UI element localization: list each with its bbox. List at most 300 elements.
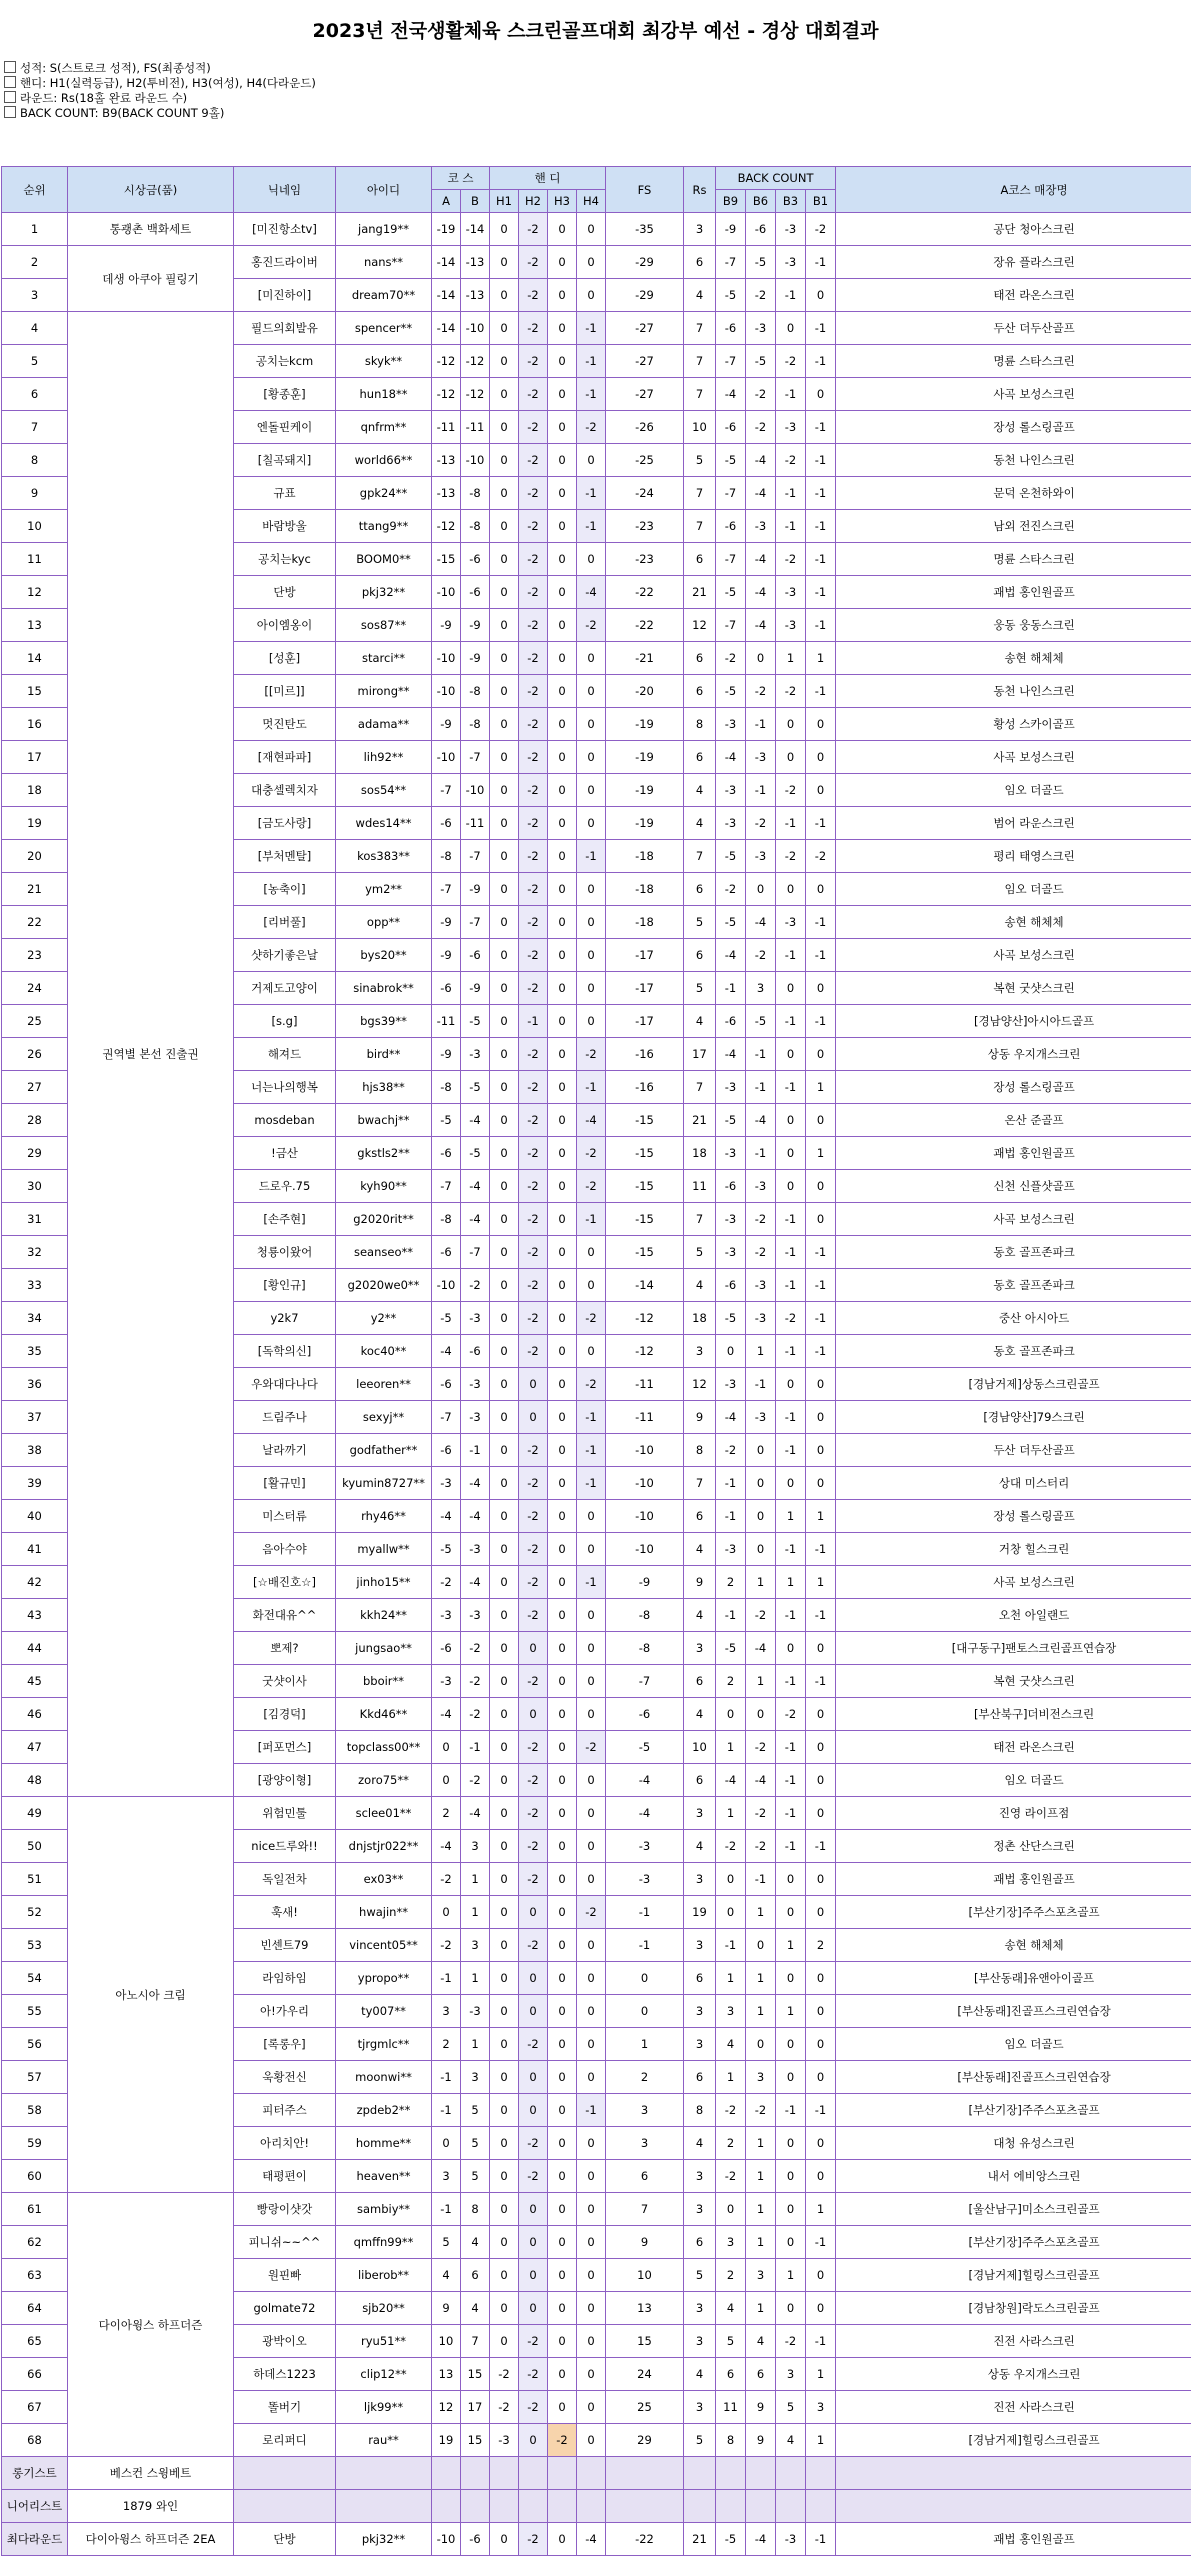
h3-cell: 0 bbox=[548, 609, 577, 642]
store-cell: 송현 해체체 bbox=[836, 1929, 1191, 1962]
score-b-cell: -3 bbox=[461, 1599, 490, 1632]
nickname-cell: [재현파파] bbox=[234, 741, 336, 774]
id-cell: bys20** bbox=[336, 939, 432, 972]
col-b3: B3 bbox=[776, 190, 806, 213]
b9-cell: -5 bbox=[716, 840, 746, 873]
b6-cell: 1 bbox=[746, 1995, 776, 2028]
rank-cell: 22 bbox=[2, 906, 68, 939]
h4-cell: 0 bbox=[577, 1632, 606, 1665]
col-b6: B6 bbox=[746, 190, 776, 213]
rs-cell: 8 bbox=[684, 708, 716, 741]
b6-cell: -4 bbox=[746, 609, 776, 642]
nickname-cell: 우와대다나다 bbox=[234, 1368, 336, 1401]
h1-cell: -3 bbox=[490, 2424, 519, 2457]
score-b-cell: -6 bbox=[461, 576, 490, 609]
nickname-cell: [김경덕] bbox=[234, 1698, 336, 1731]
nickname-cell: 거제도고양이 bbox=[234, 972, 336, 1005]
rs-cell: 5 bbox=[684, 444, 716, 477]
b1-cell: 0 bbox=[806, 2127, 836, 2160]
fs-cell: -35 bbox=[606, 213, 684, 246]
b6-cell: 1 bbox=[746, 2226, 776, 2259]
score-b-cell: -9 bbox=[461, 873, 490, 906]
id-cell: seanseo** bbox=[336, 1236, 432, 1269]
h1-cell: 0 bbox=[490, 1830, 519, 1863]
b9-cell: -3 bbox=[716, 1137, 746, 1170]
nickname-cell: [록롱우] bbox=[234, 2028, 336, 2061]
legend-item bbox=[4, 91, 1191, 106]
rank-cell: 64 bbox=[2, 2292, 68, 2325]
fs-cell: 6 bbox=[606, 2160, 684, 2193]
b3-cell: 0 bbox=[776, 1467, 806, 1500]
b3-cell: 0 bbox=[776, 741, 806, 774]
rs-cell: 5 bbox=[684, 906, 716, 939]
score-a-cell: -14 bbox=[432, 279, 461, 312]
nickname-cell: 라임하임 bbox=[234, 1962, 336, 1995]
rank-cell: 12 bbox=[2, 576, 68, 609]
score-b-cell: -9 bbox=[461, 609, 490, 642]
rank-cell: 66 bbox=[2, 2358, 68, 2391]
id-cell: kyumin8727** bbox=[336, 1467, 432, 1500]
prize-cell: 다이아윙스 하프더즌 bbox=[68, 2193, 234, 2457]
score-b-cell: -11 bbox=[461, 411, 490, 444]
b6-cell: 1 bbox=[746, 1566, 776, 1599]
b6-cell: 1 bbox=[746, 1896, 776, 1929]
h3-cell: 0 bbox=[548, 246, 577, 279]
fs-cell: -12 bbox=[606, 1335, 684, 1368]
nickname-cell: [농축이] bbox=[234, 873, 336, 906]
rank-cell: 68 bbox=[2, 2424, 68, 2457]
score-a-cell: -1 bbox=[432, 2061, 461, 2094]
b9-cell: -5 bbox=[716, 906, 746, 939]
b9-cell: 3 bbox=[716, 2226, 746, 2259]
rank-cell: 40 bbox=[2, 1500, 68, 1533]
legend bbox=[0, 49, 1191, 125]
nickname-cell: 로리퍼디 bbox=[234, 2424, 336, 2457]
h2-cell: 0 bbox=[519, 2259, 548, 2292]
score-b-cell: 7 bbox=[461, 2325, 490, 2358]
rs-cell: 6 bbox=[684, 873, 716, 906]
h4-cell: 0 bbox=[577, 675, 606, 708]
score-a-cell: -6 bbox=[432, 1632, 461, 1665]
id-cell: hjs38** bbox=[336, 1071, 432, 1104]
score-b-cell: -2 bbox=[461, 1632, 490, 1665]
fs-cell: -1 bbox=[606, 1929, 684, 1962]
score-b-cell: -4 bbox=[461, 1467, 490, 1500]
id-cell: ryu51** bbox=[336, 2325, 432, 2358]
store-cell: 상대 미스터리 bbox=[836, 1467, 1191, 1500]
id-cell: ty007** bbox=[336, 1995, 432, 2028]
h4-cell: -1 bbox=[577, 840, 606, 873]
h3-cell: 0 bbox=[548, 1566, 577, 1599]
nickname-cell: [독학의신] bbox=[234, 1335, 336, 1368]
score-a-cell: -13 bbox=[432, 477, 461, 510]
b9-cell: -9 bbox=[716, 213, 746, 246]
rs-cell: 6 bbox=[684, 1764, 716, 1797]
b6-cell: 3 bbox=[746, 2259, 776, 2292]
nickname-cell: 홍진드라이버 bbox=[234, 246, 336, 279]
b3-cell: 0 bbox=[776, 2193, 806, 2226]
checkbox-icon bbox=[4, 76, 16, 88]
id-cell: kkh24** bbox=[336, 1599, 432, 1632]
b9-cell: -5 bbox=[716, 1632, 746, 1665]
fs-cell: 24 bbox=[606, 2358, 684, 2391]
h3-cell: 0 bbox=[548, 1533, 577, 1566]
nickname-cell: [s.g] bbox=[234, 1005, 336, 1038]
footer-cell bbox=[336, 2457, 432, 2490]
b1-cell: 0 bbox=[806, 972, 836, 1005]
rank-cell: 63 bbox=[2, 2259, 68, 2292]
nickname-cell: 욱황전신 bbox=[234, 2061, 336, 2094]
rs-cell: 12 bbox=[684, 1368, 716, 1401]
b1-cell: -1 bbox=[806, 1830, 836, 1863]
h4-cell: 0 bbox=[577, 708, 606, 741]
rs-cell: 6 bbox=[684, 2226, 716, 2259]
legend-text: 성적: S(스트로크 성적), FS(최종성적) bbox=[20, 61, 211, 75]
rank-cell: 37 bbox=[2, 1401, 68, 1434]
h3-cell: 0 bbox=[548, 1467, 577, 1500]
nickname-cell: [금도사랑] bbox=[234, 807, 336, 840]
nickname-cell: nice드루와!! bbox=[234, 1830, 336, 1863]
b9-cell: -3 bbox=[716, 708, 746, 741]
id-cell: qmffn99** bbox=[336, 2226, 432, 2259]
h4-cell: 0 bbox=[577, 2028, 606, 2061]
h4-cell: -1 bbox=[577, 2094, 606, 2127]
score-a-cell: -5 bbox=[432, 1302, 461, 1335]
nickname-cell: 너는나의행복 bbox=[234, 1071, 336, 1104]
store-cell: 임오 더골드 bbox=[836, 2028, 1191, 2061]
b1-cell: 0 bbox=[806, 2292, 836, 2325]
b1-cell: 0 bbox=[806, 741, 836, 774]
b3-cell: -2 bbox=[776, 1698, 806, 1731]
footer-cell: -4 bbox=[746, 2523, 776, 2556]
b3-cell: -1 bbox=[776, 939, 806, 972]
h3-cell: 0 bbox=[548, 1005, 577, 1038]
score-b-cell: -7 bbox=[461, 741, 490, 774]
h3-cell: 0 bbox=[548, 477, 577, 510]
h3-cell: 0 bbox=[548, 1137, 577, 1170]
score-a-cell: -2 bbox=[432, 1863, 461, 1896]
footer-cell bbox=[336, 2490, 432, 2523]
fs-cell: -10 bbox=[606, 1500, 684, 1533]
h4-cell: -4 bbox=[577, 576, 606, 609]
rs-cell: 5 bbox=[684, 1236, 716, 1269]
score-b-cell: -12 bbox=[461, 378, 490, 411]
b3-cell: -1 bbox=[776, 1401, 806, 1434]
b6-cell: 0 bbox=[746, 2028, 776, 2061]
score-b-cell: -13 bbox=[461, 279, 490, 312]
h4-cell: -2 bbox=[577, 1170, 606, 1203]
score-a-cell: -12 bbox=[432, 510, 461, 543]
b6-cell: -2 bbox=[746, 1599, 776, 1632]
b6-cell: -2 bbox=[746, 1830, 776, 1863]
col-h4: H4 bbox=[577, 190, 606, 213]
fs-cell: -18 bbox=[606, 906, 684, 939]
h1-cell: 0 bbox=[490, 774, 519, 807]
nickname-cell: 광박이오 bbox=[234, 2325, 336, 2358]
score-a-cell: 3 bbox=[432, 1995, 461, 2028]
nickname-cell: 화전대유^^ bbox=[234, 1599, 336, 1632]
h4-cell: 0 bbox=[577, 1764, 606, 1797]
rank-cell: 3 bbox=[2, 279, 68, 312]
h1-cell: -2 bbox=[490, 2391, 519, 2424]
fs-cell: -4 bbox=[606, 1764, 684, 1797]
nickname-cell: 미스터류 bbox=[234, 1500, 336, 1533]
h3-cell: 0 bbox=[548, 2292, 577, 2325]
footer-cell bbox=[746, 2490, 776, 2523]
rs-cell: 8 bbox=[684, 1434, 716, 1467]
rs-cell: 4 bbox=[684, 1599, 716, 1632]
h1-cell: 0 bbox=[490, 840, 519, 873]
h2-cell: -2 bbox=[519, 873, 548, 906]
b1-cell: 1 bbox=[806, 1071, 836, 1104]
h3-cell: 0 bbox=[548, 675, 577, 708]
h4-cell: 0 bbox=[577, 246, 606, 279]
b6-cell: -3 bbox=[746, 312, 776, 345]
checkbox-icon bbox=[4, 106, 16, 118]
b9-cell: 11 bbox=[716, 2391, 746, 2424]
score-a-cell: -7 bbox=[432, 1401, 461, 1434]
store-cell: 송현 해체체 bbox=[836, 642, 1191, 675]
fs-cell: -15 bbox=[606, 1203, 684, 1236]
h3-cell: 0 bbox=[548, 1995, 577, 2028]
h2-cell: -2 bbox=[519, 510, 548, 543]
fs-cell: -3 bbox=[606, 1830, 684, 1863]
h2-cell: -2 bbox=[519, 1104, 548, 1137]
score-b-cell: -4 bbox=[461, 1797, 490, 1830]
score-b-cell: -13 bbox=[461, 246, 490, 279]
b1-cell: 0 bbox=[806, 1632, 836, 1665]
nickname-cell: 단방 bbox=[234, 576, 336, 609]
h1-cell: 0 bbox=[490, 1236, 519, 1269]
rank-cell: 5 bbox=[2, 345, 68, 378]
h2-cell: -2 bbox=[519, 2160, 548, 2193]
fs-cell: -6 bbox=[606, 1698, 684, 1731]
h3-cell: 0 bbox=[548, 1830, 577, 1863]
h2-cell: -2 bbox=[519, 2391, 548, 2424]
score-a-cell: -11 bbox=[432, 1005, 461, 1038]
h4-cell: -1 bbox=[577, 345, 606, 378]
b9-cell: -7 bbox=[716, 609, 746, 642]
b1-cell: -1 bbox=[806, 2226, 836, 2259]
h1-cell: 0 bbox=[490, 1170, 519, 1203]
h1-cell: 0 bbox=[490, 1962, 519, 1995]
rank-cell: 32 bbox=[2, 1236, 68, 1269]
b9-cell: -1 bbox=[716, 1500, 746, 1533]
b9-cell: 4 bbox=[716, 2028, 746, 2061]
nickname-cell: 빈센트79 bbox=[234, 1929, 336, 1962]
h4-cell: -4 bbox=[577, 1104, 606, 1137]
h4-cell: 0 bbox=[577, 1005, 606, 1038]
score-b-cell: 1 bbox=[461, 2028, 490, 2061]
h2-cell: 0 bbox=[519, 2061, 548, 2094]
b6-cell: 9 bbox=[746, 2424, 776, 2457]
col-a: A bbox=[432, 190, 461, 213]
nickname-cell: [☆배진호☆] bbox=[234, 1566, 336, 1599]
score-a-cell: -10 bbox=[432, 1269, 461, 1302]
col-nickname: 닉네임 bbox=[234, 167, 336, 213]
h4-cell: 0 bbox=[577, 1500, 606, 1533]
b1-cell: 0 bbox=[806, 1731, 836, 1764]
score-a-cell: -7 bbox=[432, 774, 461, 807]
footer-label: 니어리스트 bbox=[2, 2490, 68, 2523]
b6-cell: -3 bbox=[746, 1269, 776, 1302]
score-b-cell: -5 bbox=[461, 1137, 490, 1170]
h1-cell: 0 bbox=[490, 411, 519, 444]
b3-cell: -2 bbox=[776, 543, 806, 576]
fs-cell: -21 bbox=[606, 642, 684, 675]
b9-cell: 1 bbox=[716, 1962, 746, 1995]
rank-cell: 60 bbox=[2, 2160, 68, 2193]
b1-cell: -1 bbox=[806, 2094, 836, 2127]
rank-cell: 7 bbox=[2, 411, 68, 444]
b3-cell: -1 bbox=[776, 477, 806, 510]
b1-cell: 0 bbox=[806, 2160, 836, 2193]
store-cell: 문덕 온천하와이 bbox=[836, 477, 1191, 510]
b6-cell: -2 bbox=[746, 939, 776, 972]
h2-cell: -2 bbox=[519, 1599, 548, 1632]
b9-cell: -3 bbox=[716, 1203, 746, 1236]
b3-cell: -2 bbox=[776, 675, 806, 708]
h3-cell: 0 bbox=[548, 1368, 577, 1401]
h2-cell: -2 bbox=[519, 2358, 548, 2391]
h2-cell: 0 bbox=[519, 1632, 548, 1665]
b6-cell: -6 bbox=[746, 213, 776, 246]
h2-cell: 0 bbox=[519, 1896, 548, 1929]
h3-cell: 0 bbox=[548, 1203, 577, 1236]
table-row bbox=[2, 246, 1191, 279]
b6-cell: 1 bbox=[746, 1665, 776, 1698]
h3-cell: 0 bbox=[548, 411, 577, 444]
score-a-cell: -4 bbox=[432, 1500, 461, 1533]
h4-cell: 0 bbox=[577, 741, 606, 774]
store-cell: 신천 신플샷골프 bbox=[836, 1170, 1191, 1203]
h3-cell: 0 bbox=[548, 939, 577, 972]
b6-cell: -2 bbox=[746, 1203, 776, 1236]
score-a-cell: 0 bbox=[432, 2127, 461, 2160]
store-cell: 평리 태영스크린 bbox=[836, 840, 1191, 873]
id-cell: ypropo** bbox=[336, 1962, 432, 1995]
score-a-cell: -6 bbox=[432, 1137, 461, 1170]
b9-cell: 2 bbox=[716, 2259, 746, 2292]
h1-cell: 0 bbox=[490, 2226, 519, 2259]
store-cell: [경남거제]상동스크린골프 bbox=[836, 1368, 1191, 1401]
fs-cell: 29 bbox=[606, 2424, 684, 2457]
fs-cell: -22 bbox=[606, 576, 684, 609]
h2-cell: -2 bbox=[519, 1203, 548, 1236]
b3-cell: -2 bbox=[776, 840, 806, 873]
id-cell: dnjstjr022** bbox=[336, 1830, 432, 1863]
store-cell: 괘법 홍인원골프 bbox=[836, 1137, 1191, 1170]
fs-cell: -19 bbox=[606, 774, 684, 807]
rs-cell: 4 bbox=[684, 807, 716, 840]
id-cell: jungsao** bbox=[336, 1632, 432, 1665]
h1-cell: 0 bbox=[490, 1863, 519, 1896]
b9-cell: -2 bbox=[716, 1434, 746, 1467]
h1-cell: 0 bbox=[490, 1368, 519, 1401]
nickname-cell: 똘버기 bbox=[234, 2391, 336, 2424]
b3-cell: -1 bbox=[776, 2094, 806, 2127]
h4-cell: 0 bbox=[577, 1830, 606, 1863]
nickname-cell: 훅새! bbox=[234, 1896, 336, 1929]
b1-cell: 0 bbox=[806, 378, 836, 411]
store-cell: [부산기장]주주스포츠골프 bbox=[836, 1896, 1191, 1929]
rs-cell: 5 bbox=[684, 2259, 716, 2292]
fs-cell: -18 bbox=[606, 840, 684, 873]
footer-cell: pkj32** bbox=[336, 2523, 432, 2556]
rs-cell: 18 bbox=[684, 1302, 716, 1335]
h1-cell: 0 bbox=[490, 246, 519, 279]
nickname-cell: 피터주스 bbox=[234, 2094, 336, 2127]
score-b-cell: 5 bbox=[461, 2127, 490, 2160]
b6-cell: 9 bbox=[746, 2391, 776, 2424]
h1-cell: 0 bbox=[490, 1797, 519, 1830]
h4-cell: -1 bbox=[577, 510, 606, 543]
b1-cell: -1 bbox=[806, 675, 836, 708]
h4-cell: 0 bbox=[577, 2358, 606, 2391]
footer-cell bbox=[806, 2490, 836, 2523]
b6-cell: -5 bbox=[746, 246, 776, 279]
h1-cell: 0 bbox=[490, 1698, 519, 1731]
fs-cell: 3 bbox=[606, 2127, 684, 2160]
b3-cell: 0 bbox=[776, 2127, 806, 2160]
h1-cell: 0 bbox=[490, 213, 519, 246]
rank-cell: 1 bbox=[2, 213, 68, 246]
fs-cell: -4 bbox=[606, 1797, 684, 1830]
score-b-cell: 3 bbox=[461, 1929, 490, 1962]
h1-cell: 0 bbox=[490, 1302, 519, 1335]
nickname-cell: 태평편이 bbox=[234, 2160, 336, 2193]
rank-cell: 16 bbox=[2, 708, 68, 741]
h2-cell: 0 bbox=[519, 1962, 548, 1995]
b6-cell: -4 bbox=[746, 444, 776, 477]
h4-cell: 0 bbox=[577, 279, 606, 312]
nickname-cell: [성훈] bbox=[234, 642, 336, 675]
b3-cell: -1 bbox=[776, 1599, 806, 1632]
id-cell: koc40** bbox=[336, 1335, 432, 1368]
rs-cell: 3 bbox=[684, 1632, 716, 1665]
b6-cell: 0 bbox=[746, 1533, 776, 1566]
h1-cell: 0 bbox=[490, 1335, 519, 1368]
h1-cell: 0 bbox=[490, 510, 519, 543]
h2-cell: -2 bbox=[519, 411, 548, 444]
store-cell: 공단 청아스크린 bbox=[836, 213, 1191, 246]
footer-label: 최다라운드 bbox=[2, 2523, 68, 2556]
b6-cell: -2 bbox=[746, 1797, 776, 1830]
b3-cell: -3 bbox=[776, 906, 806, 939]
store-cell: [경남거제]힐링스크린골프 bbox=[836, 2424, 1191, 2457]
h3-cell: 0 bbox=[548, 1632, 577, 1665]
nickname-cell: [[미르]] bbox=[234, 675, 336, 708]
nickname-cell: [미진항소tv] bbox=[234, 213, 336, 246]
b6-cell: -5 bbox=[746, 1005, 776, 1038]
b9-cell: -4 bbox=[716, 939, 746, 972]
nickname-cell: golmate72 bbox=[234, 2292, 336, 2325]
id-cell: myallw** bbox=[336, 1533, 432, 1566]
b9-cell: -6 bbox=[716, 1170, 746, 1203]
h4-cell: -2 bbox=[577, 1731, 606, 1764]
fs-cell: -26 bbox=[606, 411, 684, 444]
b9-cell: -4 bbox=[716, 378, 746, 411]
nickname-cell: [퍼포먼스] bbox=[234, 1731, 336, 1764]
h4-cell: -1 bbox=[577, 378, 606, 411]
b1-cell: -1 bbox=[806, 510, 836, 543]
fs-cell: 2 bbox=[606, 2061, 684, 2094]
score-b-cell: -9 bbox=[461, 972, 490, 1005]
b1-cell: -1 bbox=[806, 1005, 836, 1038]
h1-cell: 0 bbox=[490, 378, 519, 411]
b9-cell: -1 bbox=[716, 1599, 746, 1632]
b1-cell: 0 bbox=[806, 2259, 836, 2292]
